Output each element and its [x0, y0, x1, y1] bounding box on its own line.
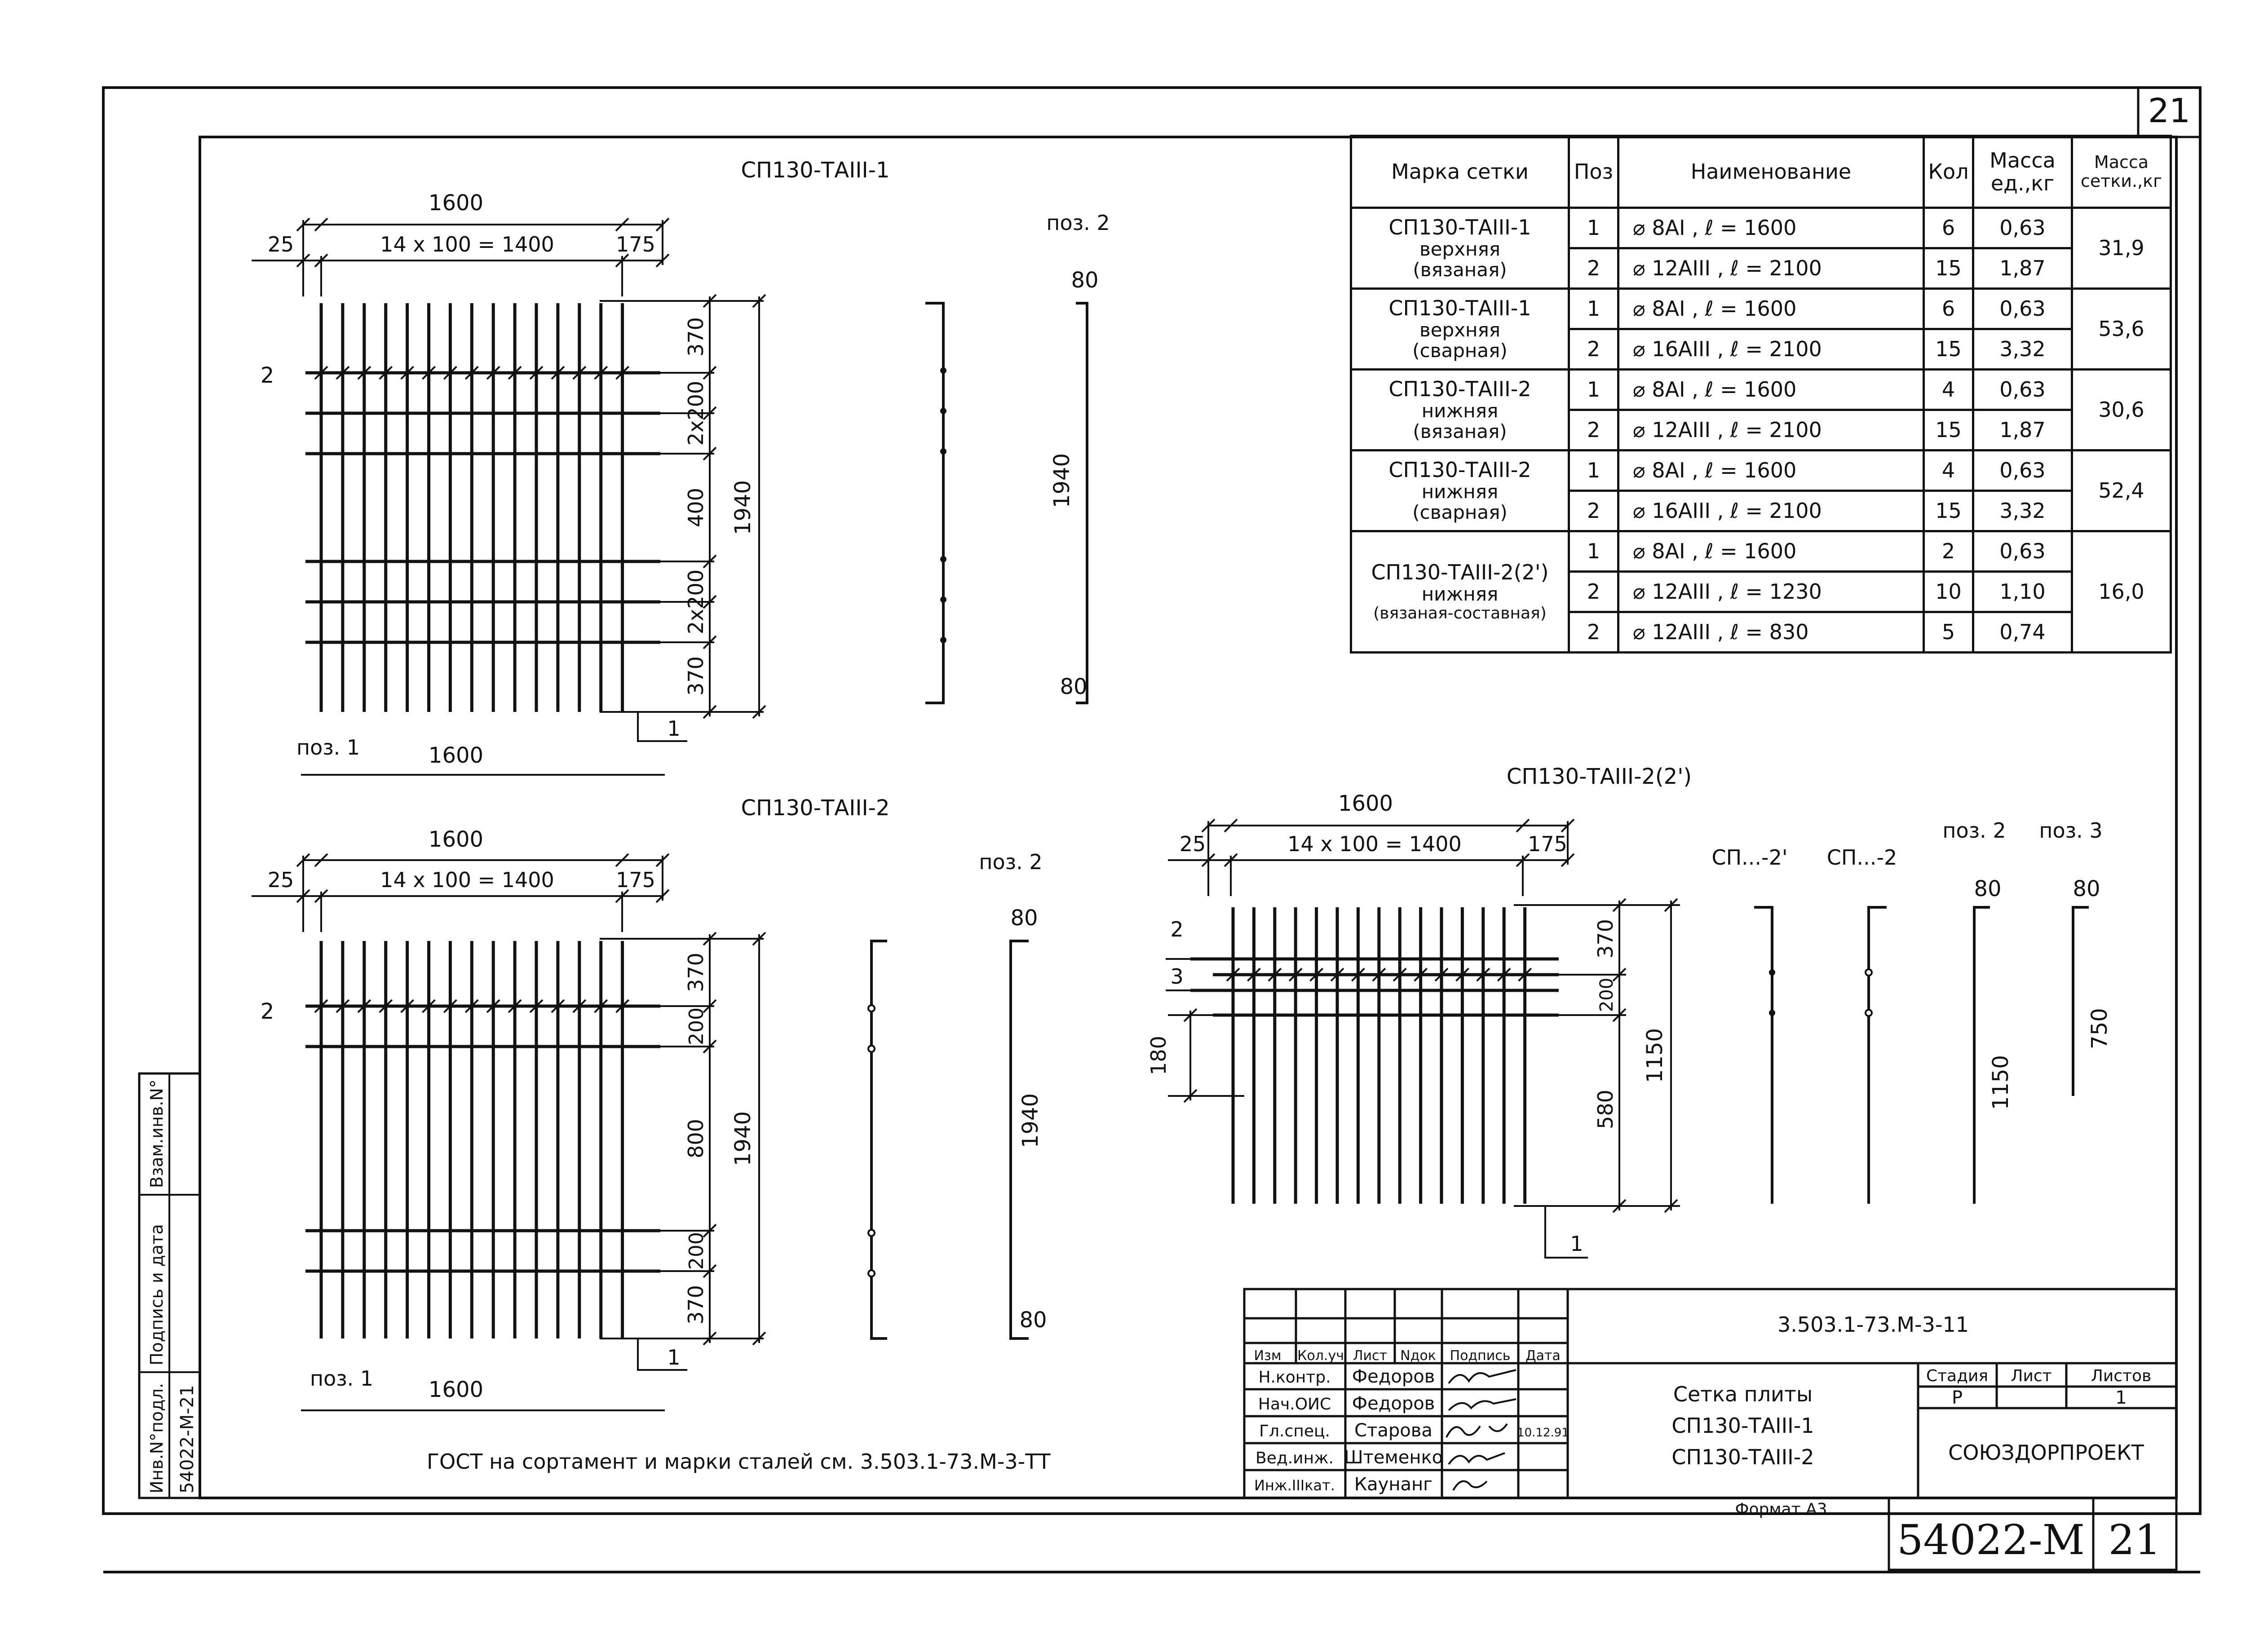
tb-name-2: Старова: [1354, 1420, 1432, 1441]
spec-qty: 4: [1924, 451, 1973, 491]
pos-2-label-d3: поз. 2: [1942, 818, 2006, 843]
dim-spacing-3: 14 x 100 = 1400: [1287, 832, 1462, 856]
pos-2-length-d2: 1940: [1018, 1093, 1043, 1148]
spec-pos: 2: [1569, 410, 1618, 451]
hdr-mark: Марка сетки: [1351, 136, 1569, 208]
label-sp-2: СП...-2: [1826, 845, 1897, 870]
spec-pos: 1: [1569, 289, 1618, 329]
spec-qty: 2: [1924, 531, 1973, 572]
dim-v5-d2: 370: [684, 1285, 708, 1325]
pos-1-label-d2: поз. 1: [310, 1366, 374, 1391]
callout-2-d3: 2: [1170, 917, 1184, 941]
callout-3-d3: 3: [1170, 964, 1184, 989]
mesh-drawing-3: [1146, 764, 2112, 1258]
spec-mark-line: нижняя: [1421, 399, 1499, 422]
spec-mark: [1351, 531, 1569, 653]
spec-name: ⌀ 8AI , ℓ = 1600: [1618, 370, 1924, 410]
tb-sheets-label: Листов: [2091, 1367, 2152, 1385]
tb-col-sign: Подпись: [1450, 1348, 1511, 1364]
spec-net-mass: 30,6: [2072, 370, 2171, 451]
spec-pos: 1: [1569, 370, 1618, 410]
dim-v3-d3: 580: [1593, 1090, 1618, 1129]
dim-overall-3: 1600: [1338, 791, 1393, 816]
spec-qty: 15: [1924, 410, 1973, 451]
spec-name: ⌀ 8AI , ℓ = 1600: [1618, 208, 1924, 248]
tb-desc-0: Сетка плиты: [1673, 1382, 1813, 1406]
tb-name-1: Федоров: [1352, 1393, 1435, 1414]
dim-right-3: 175: [1528, 832, 1567, 856]
dim-v3-d1: 400: [684, 488, 708, 527]
dim-v4-d1: 2x200: [684, 569, 708, 635]
spec-pos: 1: [1569, 451, 1618, 491]
title-block-text: [1254, 1312, 2161, 1564]
spec-name: ⌀ 12AIII , ℓ = 830: [1618, 612, 1924, 653]
tb-doc-code: 3.503.1-73.М-3-11: [1777, 1312, 1969, 1337]
pos-2-top-d1: 80: [1071, 268, 1099, 293]
spec-name: ⌀ 8AI , ℓ = 1600: [1618, 531, 1924, 572]
spec-net-mass: 53,6: [2072, 289, 2171, 370]
spec-pos: 1: [1569, 531, 1618, 572]
spec-pos: 2: [1569, 572, 1618, 612]
spec-mark-line: нижняя: [1421, 583, 1499, 605]
pos-2-top-d2: 80: [1010, 906, 1038, 931]
spec-mark-line: верхняя: [1419, 318, 1501, 341]
dim-v2-d3: 200: [1596, 977, 1617, 1012]
callout-1-d2: 1: [667, 1345, 681, 1369]
spec-mark-line: (вязаная-составная): [1373, 604, 1547, 623]
drawing-2-title: СП130-ТАIII-2: [741, 795, 890, 821]
tb-desc-2: СП130-ТАIII-2: [1671, 1445, 1814, 1469]
tb-name-0: Федоров: [1352, 1366, 1435, 1387]
callout-2-d1: 2: [260, 363, 274, 388]
signatures: [1446, 1370, 1516, 1490]
pos-2-label-d2: поз. 2: [979, 850, 1043, 874]
dim-total-d2: 1940: [730, 1111, 756, 1166]
spec-unit-mass: 0,63: [1973, 208, 2072, 248]
dim-overall-2: 1600: [428, 827, 484, 852]
spec-row: [1351, 289, 2171, 329]
hdr-mass-net: Масса сетки.,кг: [2072, 136, 2171, 208]
tb-sheets: 1: [2115, 1387, 2127, 1408]
spec-mark-line: СП130-ТАIII-2: [1388, 458, 1531, 482]
label-sp-2-prime: СП...-2': [1711, 845, 1788, 870]
spec-mark: [1351, 289, 1569, 370]
side-stamp-sign: Подпись и дата: [147, 1224, 167, 1365]
tb-role-0: Н.контр.: [1258, 1368, 1331, 1387]
tb-col-date: Дата: [1525, 1348, 1561, 1364]
spec-pos: 1: [1569, 208, 1618, 248]
dim-left-1: 25: [267, 232, 294, 256]
hdr-mass-unit: Масса ед.,кг: [1973, 136, 2072, 208]
spec-name: ⌀ 16AIII , ℓ = 2100: [1618, 491, 1924, 531]
spec-qty: 6: [1924, 289, 1973, 329]
spec-row: [1351, 208, 2171, 248]
spec-mark: [1351, 208, 1569, 289]
dim-v1-d3: 370: [1593, 919, 1618, 959]
tb-desc-1: СП130-ТАIII-1: [1671, 1413, 1814, 1438]
tb-org: СОЮЗДОРПРОЕКТ: [1948, 1440, 2144, 1465]
spec-row: [1351, 531, 2171, 572]
tb-name-4: Каунанг: [1354, 1474, 1433, 1495]
tb-col-izm: Изм: [1254, 1348, 1282, 1364]
spec-unit-mass: 3,32: [1973, 491, 2072, 531]
spec-mark-line: СП130-ТАIII-2(2'): [1371, 560, 1549, 585]
spec-pos: 2: [1569, 329, 1618, 370]
pos-2-top-d3: 80: [1974, 876, 2002, 901]
dim-spacing-1: 14 x 100 = 1400: [380, 232, 554, 256]
dim-total-d1: 1940: [730, 480, 756, 535]
mesh-1-bars: [297, 218, 765, 718]
pos-2-length-d1: 1940: [1049, 453, 1074, 508]
hdr-name: Наименование: [1618, 136, 1924, 208]
tb-name-3: Штеменко: [1344, 1447, 1443, 1468]
pos-1-length-d2: 1600: [428, 1377, 484, 1402]
dim-total-d3: 1150: [1642, 1028, 1667, 1083]
pos-3-length-d3: 750: [2087, 1008, 2112, 1049]
spec-pos: 2: [1569, 491, 1618, 531]
hdr-pos: Поз: [1569, 136, 1618, 208]
tb-role-1: Нач.ОИС: [1258, 1395, 1331, 1413]
spec-row: [1351, 451, 2171, 491]
pos-3-top-d3: 80: [2073, 876, 2100, 901]
spec-qty: 15: [1924, 491, 1973, 531]
spec-qty: 5: [1924, 612, 1973, 653]
spec-qty: 6: [1924, 208, 1973, 248]
gost-note: ГОСТ на сортамент и марки сталей см. 3.503.1-73.М-3-ТТ: [427, 1449, 1051, 1474]
spec-unit-mass: 1,87: [1973, 248, 2072, 289]
dim-v2-d2: 200: [685, 1007, 708, 1045]
specification-table: [1350, 135, 2172, 654]
dim-left-2: 25: [267, 868, 294, 892]
side-stamp-number: 54022-М-21: [177, 1385, 198, 1493]
tb-date-2: 10.12.91: [1517, 1426, 1569, 1440]
spec-unit-mass: 0,63: [1973, 289, 2072, 329]
page-number: 21: [2148, 92, 2191, 130]
pos-2-length-d3: 1150: [1988, 1055, 2013, 1110]
spec-name: ⌀ 12AIII , ℓ = 2100: [1618, 248, 1924, 289]
spec-qty: 15: [1924, 248, 1973, 289]
dim-v2-d1: 2x200: [684, 380, 708, 446]
dim-v4-d2: 200: [685, 1232, 708, 1270]
spec-mark: [1351, 451, 1569, 531]
tb-stage-label: Стадия: [1926, 1367, 1989, 1385]
spec-mark-line: (сварная): [1412, 339, 1508, 362]
dim-side-d3: 180: [1146, 1036, 1171, 1075]
dim-overall-1: 1600: [428, 190, 484, 216]
spec-unit-mass: 0,63: [1973, 531, 2072, 572]
spec-mark-line: (вязаная): [1413, 258, 1507, 281]
tb-stage: Р: [1951, 1387, 1963, 1408]
spec-mark-line: (вязаная): [1413, 420, 1507, 442]
callout-1-d1: 1: [667, 716, 681, 741]
dim-v5-d1: 370: [684, 656, 708, 696]
tb-page-number: 21: [2108, 1516, 2161, 1564]
tb-col-list: Лист: [1353, 1348, 1388, 1364]
spec-unit-mass: 1,10: [1973, 572, 2072, 612]
pos-1-length-d1: 1600: [428, 743, 484, 768]
pos-2-bottom-d1: 80: [1060, 674, 1088, 699]
spec-qty: 10: [1924, 572, 1973, 612]
callout-2-d2: 2: [260, 999, 274, 1024]
drawing-3-title: СП130-ТАIII-2(2'): [1506, 764, 1692, 789]
spec-mark-line: СП130-ТАIII-1: [1388, 215, 1531, 240]
spec-unit-mass: 3,32: [1973, 329, 2072, 370]
tb-archive-number: 54022-М: [1897, 1516, 2085, 1564]
spec-unit-mass: 0,63: [1973, 370, 2072, 410]
spec-name: ⌀ 8AI , ℓ = 1600: [1618, 289, 1924, 329]
pos-2-label-d1: поз. 2: [1046, 211, 1110, 235]
tb-sheet-label: Лист: [2011, 1367, 2052, 1385]
spec-unit-mass: 0,74: [1973, 612, 2072, 653]
spec-pos: 2: [1569, 612, 1618, 653]
dim-v1-d2: 370: [684, 953, 708, 992]
spec-mark-line: верхняя: [1419, 238, 1501, 260]
tb-col-ndok: Nдок: [1400, 1348, 1436, 1364]
pos-3-label-d3: поз. 3: [2039, 818, 2103, 843]
spec-name: ⌀ 16AIII , ℓ = 2100: [1618, 329, 1924, 370]
side-stamp-vzam: Взам.инв.N°: [147, 1079, 167, 1188]
spec-net-mass: 16,0: [2072, 531, 2171, 653]
dim-v1-d1: 370: [684, 317, 708, 357]
spec-qty: 4: [1924, 370, 1973, 410]
dim-spacing-2: 14 x 100 = 1400: [380, 868, 554, 892]
spec-name: ⌀ 12AIII , ℓ = 1230: [1618, 572, 1924, 612]
dim-v3-d2: 800: [684, 1119, 708, 1158]
spec-net-mass: 31,9: [2072, 208, 2171, 289]
callout-1-d3: 1: [1570, 1232, 1583, 1256]
tb-col-kol: Кол.уч: [1297, 1348, 1344, 1364]
spec-mark-line: СП130-ТАIII-2: [1388, 377, 1531, 402]
hdr-qty: Кол: [1924, 136, 1973, 208]
dim-right-2: 175: [616, 868, 655, 892]
tb-role-4: Инж.IIIкат.: [1254, 1477, 1335, 1494]
spec-name: ⌀ 12AIII , ℓ = 2100: [1618, 410, 1924, 451]
tb-role-3: Вед.инж.: [1256, 1449, 1334, 1467]
spec-net-mass: 52,4: [2072, 451, 2171, 531]
spec-unit-mass: 1,87: [1973, 410, 2072, 451]
pos-2-bottom-d2: 80: [1019, 1307, 1047, 1333]
mesh-drawing-2: [252, 795, 1047, 1410]
tb-role-2: Гл.спец.: [1259, 1422, 1330, 1440]
spec-pos: 2: [1569, 248, 1618, 289]
spec-mark-line: СП130-ТАIII-1: [1388, 296, 1531, 321]
spec-mark-line: нижняя: [1421, 480, 1499, 503]
spec-header-row: [1351, 136, 2171, 208]
drawing-1-title: СП130-ТАIII-1: [741, 158, 890, 183]
side-stamp-inv: Инв.N°подл.: [147, 1383, 167, 1493]
spec-unit-mass: 0,63: [1973, 451, 2072, 491]
spec-mark-line: (сварная): [1412, 501, 1508, 523]
spec-qty: 15: [1924, 329, 1973, 370]
dim-right-1: 175: [616, 232, 655, 256]
pos-1-label-d1: поз. 1: [296, 735, 360, 760]
spec-name: ⌀ 8AI , ℓ = 1600: [1618, 451, 1924, 491]
dim-left-3: 25: [1179, 832, 1206, 856]
spec-mark: [1351, 370, 1569, 451]
tb-format: Формат А3: [1735, 1500, 1827, 1519]
spec-row: [1351, 370, 2171, 410]
mesh-drawing-1: [252, 158, 1110, 775]
